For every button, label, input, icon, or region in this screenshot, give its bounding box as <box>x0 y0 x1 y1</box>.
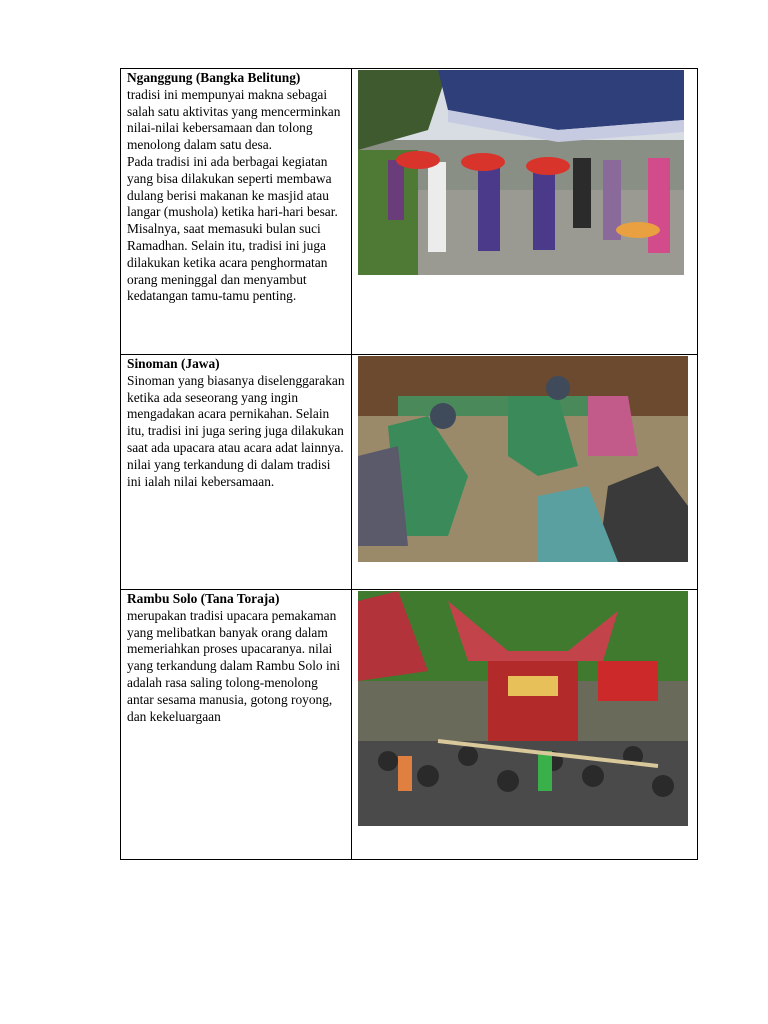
tradition-paragraph: tradisi ini mempunyai makna sebagai salah satu aktivitas yang mencerminkan nilai-nilai kebersamaan dan tolong menolong dalam satu desa. <box>127 86 341 153</box>
tradition-paragraph: Pada tradisi ini ada berbagai kegiatan yang bisa dilakukan seperti membawa dulang berisi makanan ke masjid atau langar (mushola) ketika hari-hari besar. Misalnya, saat memasuki bulan suci Ramadhan. Selain itu, tradisi ini juga dilakukan ketika acara penghormatan orang meninggal dan menyambut kedatangan tamu-tamu penting. <box>127 153 338 304</box>
tradition-paragraph: merupakan tradisi upacara pemakaman yang melibatkan banyak orang dalam memeriahkan proses upacaranya. nilai yang terkandung dalam Rambu Solo ini adalah rasa saling tolong-menolong antar sesama manusia, gotong royong, dan kekeluargaan <box>127 607 341 724</box>
table-row <box>121 590 698 860</box>
tradition-paragraph: Sinoman yang biasanya diselenggarakan ketika ada seseorang yang ingin mengadakan acara pernikahan. Selain itu, tradisi ini juga sering juga dilakukan saat ada upacara atau acara adat lainnya. nilai yang terkandung di dalam tradisi ini ialah nilai kebersamaan. <box>127 372 345 489</box>
image-cell-rambu-solo <box>352 590 698 860</box>
text-cell-rambu-solo <box>121 590 352 860</box>
text-cell-nganggung <box>121 69 352 355</box>
sinoman-photo <box>358 356 688 562</box>
tradition-title: Rambu Solo (Tana Toraja) <box>127 591 280 606</box>
tradition-title: Sinoman (Jawa) <box>127 356 220 371</box>
image-cell-nganggung <box>352 69 698 355</box>
image-cell-sinoman <box>352 355 698 590</box>
traditions-table <box>120 68 698 860</box>
table-row <box>121 69 698 355</box>
rambu-solo-photo <box>358 591 688 826</box>
nganggung-photo <box>358 70 684 275</box>
table-row <box>121 355 698 590</box>
text-cell-sinoman <box>121 355 352 590</box>
tradition-title: Nganggung (Bangka Belitung) <box>127 70 301 85</box>
